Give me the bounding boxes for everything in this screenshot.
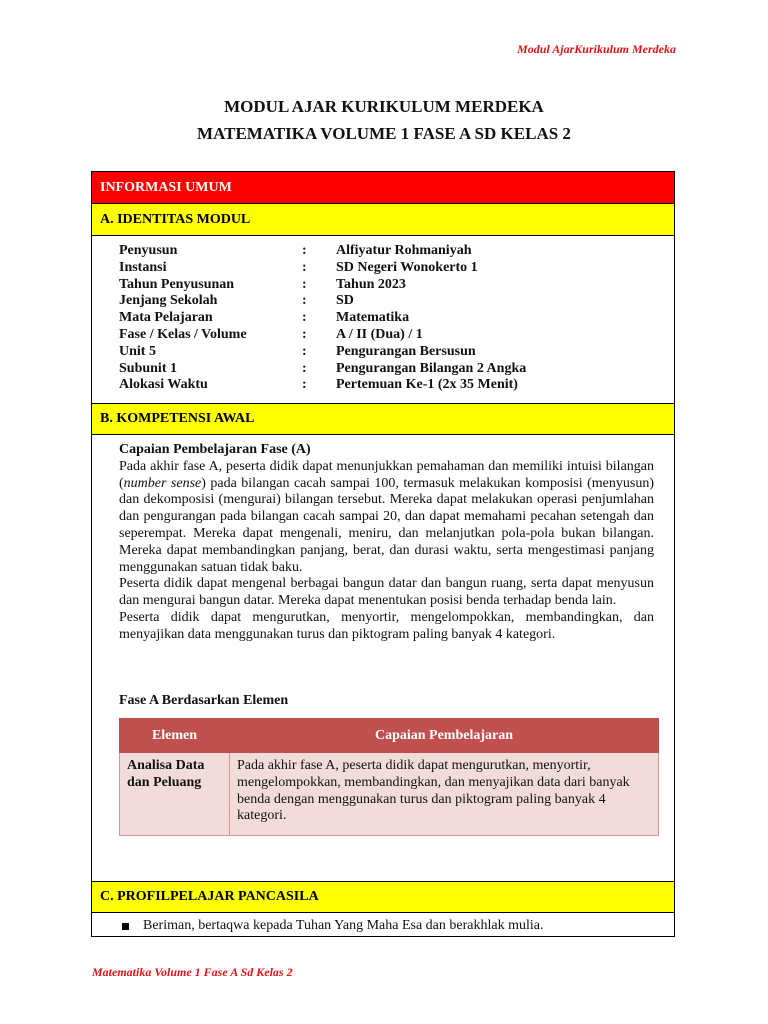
elemen-cell: Analisa Data dan Peluang (120, 753, 230, 836)
identitas-label: Mata Pelajaran (119, 310, 213, 326)
identitas-value: Pengurangan Bersusun (336, 343, 476, 359)
profil-list (122, 918, 543, 934)
column-header-capaian: Capaian Pembelajaran (230, 719, 659, 753)
identitas-label: Instansi (119, 259, 167, 275)
identitas-separator: : (302, 259, 307, 275)
identitas-value: A / II (Dua) / 1 (336, 326, 423, 342)
document-title (0, 93, 768, 147)
identitas-label: Jenjang Sekolah (119, 293, 218, 309)
identitas-separator: : (302, 377, 307, 393)
capaian-pembelajaran (119, 442, 654, 644)
title-line-1: MODUL AJAR KURIKULUM MERDEKA (224, 97, 544, 116)
profil-item-text: Beriman, bertaqwa kepada Tuhan Yang Maha Esa dan berakhlak mulia. (143, 918, 544, 933)
elemen-table (119, 718, 659, 836)
identitas-row (119, 277, 526, 294)
identitas-value: Tahun 2023 (336, 276, 406, 292)
identitas-separator: : (302, 276, 307, 292)
identitas-separator: : (302, 326, 307, 342)
list-item (122, 918, 543, 934)
identitas-row (119, 293, 526, 310)
identitas-row (119, 260, 526, 277)
identitas-separator: : (302, 360, 307, 376)
capaian-paragraph-3: Peserta didik dapat mengurutkan, menyortir, mengelompokkan, membandingkan, dan menyajikan data menggunakan turus dan piktogram paling banyak 4 kategori. (119, 609, 654, 642)
identitas-row (119, 344, 526, 361)
capaian-cell: Pada akhir fase A, peserta didik dapat mengurutkan, menyortir, mengelompokkan, membandingkan, dan menyajikan data dari banyak benda dengan menggunakan turus dan piktogram paling banyak 4 kategori. (230, 753, 659, 836)
identitas-value: SD (336, 293, 354, 309)
title-line-2: MATEMATIKA VOLUME 1 FASE A SD KELAS 2 (197, 124, 571, 143)
section-informasi-umum: INFORMASI UMUM (92, 172, 674, 204)
identitas-row (119, 361, 526, 378)
capaian-italic-term: number sense (123, 475, 202, 491)
identitas-label: Fase / Kelas / Volume (119, 326, 247, 342)
capaian-text: Pada akhir fase A, peserta didik dapat menunjukkan pemahaman dan memiliki intuisi bilangan ( (119, 458, 654, 491)
section-profil-pelajar: C. PROFILPELAJAR PANCASILA (92, 881, 674, 913)
section-identitas-modul: A. IDENTITAS MODUL (92, 204, 674, 236)
identitas-label: Subunit 1 (119, 360, 177, 376)
elemen-table-title: Fase A Berdasarkan Elemen (119, 693, 289, 708)
identitas-row (119, 310, 526, 327)
running-header: Modul AjarKurikulum Merdeka (517, 42, 676, 56)
capaian-paragraph-1 (119, 459, 654, 577)
identitas-label: Alokasi Waktu (119, 377, 208, 393)
identitas-row (119, 327, 526, 344)
identitas-list (119, 243, 526, 394)
table-header-row (120, 719, 659, 753)
identitas-value: Alfiyatur Rohmaniyah (336, 243, 472, 258)
identitas-separator: : (302, 243, 307, 258)
identitas-separator: : (302, 310, 307, 326)
table-row (120, 753, 659, 836)
identitas-row (119, 243, 526, 260)
identitas-label: Unit 5 (119, 343, 156, 359)
identitas-value: Pertemuan Ke-1 (2x 35 Menit) (336, 377, 518, 393)
running-footer: Matematika Volume 1 Fase A Sd Kelas 2 (92, 965, 293, 979)
identitas-value: SD Negeri Wonokerto 1 (336, 259, 478, 275)
identitas-separator: : (302, 293, 307, 309)
bullet-square-icon (122, 923, 129, 930)
identitas-label: Penyusun (119, 243, 178, 258)
capaian-heading: Capaian Pembelajaran Fase (A) (119, 442, 311, 457)
capaian-paragraph-2: Peserta didik dapat mengenal berbagai bangun datar dan bangun ruang, serta dapat menyusun dan mengurai bangun datar. Mereka dapat menentukan posisi benda terhadap benda lain. (119, 576, 654, 609)
identitas-row (119, 377, 526, 394)
identitas-label: Tahun Penyusunan (119, 276, 235, 292)
section-kompetensi-awal: B. KOMPETENSI AWAL (92, 403, 674, 435)
identitas-separator: : (302, 343, 307, 359)
module-frame (91, 171, 675, 937)
capaian-text: ) pada bilangan cacah sampai 100, termasuk melakukan komposisi (menyusun) dan dekomposisi (mengurai) bilangan tersebut. Mereka dapat melakukan operasi penjumlahan dan pengurangan pada bilangan cacah sampai 20, dan dapat memahami pecahan setengah dan seperempat. Mereka dapat mengenali, meniru, dan melanjutkan pola-pola bukan bilangan. Mereka dapat membandingkan panjang, berat, dan durasi waktu, serta mengestimasi panjang menggunakan satuan tidak baku. (119, 475, 654, 575)
identitas-value: Matematika (336, 310, 410, 326)
column-header-elemen: Elemen (120, 719, 230, 753)
identitas-value: Pengurangan Bilangan 2 Angka (336, 360, 527, 376)
